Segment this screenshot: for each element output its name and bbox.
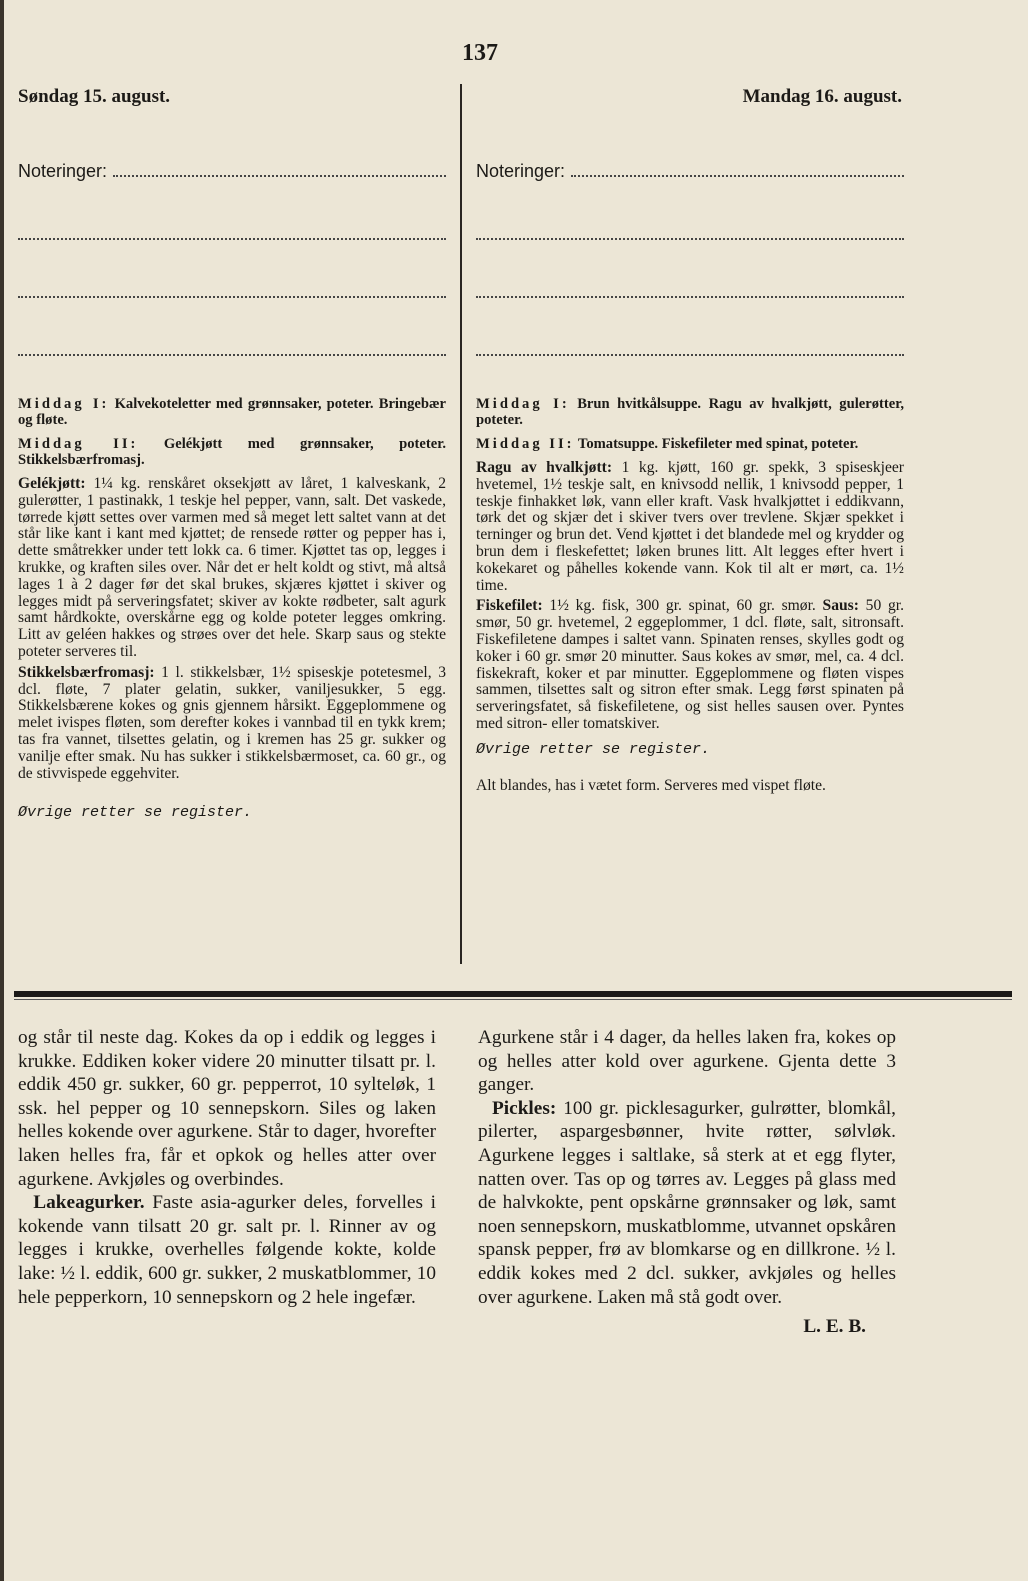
menu-middag-2: Middag II: Tomatsuppe. Fiskefileter med spinat, poteter. <box>476 436 859 452</box>
recipe-gelekjott <box>18 476 446 661</box>
recipe-title: Stikkelsbærfromasj: <box>18 663 155 681</box>
register-note: Øvrige retter se register. <box>18 804 253 822</box>
signature: L. E. B. <box>803 1316 866 1338</box>
notes-dotted-line <box>18 352 446 356</box>
recipe-text: 50 gr. smør, 50 gr. hvetemel, 2 eggeplommer, 1 dcl. fløte, salt, sitronsaft. Fiskefiletene dampes i saltet vann. Spinaten renses, skylles godt og koker i 60 gr. smør 20 minutter. Saus kokes av smør, mel, ca. 4 dcl. fiskekraft, koker et par minutter. Eggeplommene og fløten vispes sammen, tilsettes salt og sitron efter smak. Legg først spinaten på serveringsfatet, så fiskefiletene, og sist helles sausen over. Pyntes med sitron- eller tomatskiver. <box>476 597 904 732</box>
recipe-text: 100 gr. picklesagurker, gulrøtter, blomkål, pilerter, aspargesbønner, hvite røtter, sølvløk. Agurkene legges i saltlake, så sterk at et egg flyter, natten over. Tas op og tørres av. Legges på glass med de halvkokte, pent opskårne grønnsaker og løk, samt noen sennepskorn, muskatblomme, utvannet opskåren spansk pepper, frø av blomkarse og en dillkrone. ½ l. eddik kokes med 2 dcl. sukker, avkjøles og helles over agurkene. Laken må stå godt over. <box>478 1097 896 1308</box>
recipe-text: 1 l. stikkelsbær, 1½ spiseskje potetesmel, 3 dcl. fløte, 7 plater gelatin, sukker, vaniljesukker, 5 egg. Stikkelsbærene kokes og gnis gjennem hårsikt. Eggeplommene og melet ivispes fløten, som derefter kokes i vannbad til en tykk krem; tas fra vannet, tilsettes gelatin, og i kremen has 25 gr. sukker og vanilje efter smak. Nu has sukker i stikkelsbærmoset, ca. 60 gr., og de stivvispede eggehviter. <box>18 663 446 782</box>
bottom-left-text <box>18 1026 436 1309</box>
recipe-title: Fiskefilet: <box>476 597 543 615</box>
recipe-text: Faste asia-agurker deles, forvelles i kokende vann tilsatt 20 gr. salt pr. l. Rinner av og legges i krukke, overhelles følgende kokte, kolde lake: ½ l. eddik, 600 gr. sukker, 2 muskatblommer, 10 hele pepperkorn, 10 sennepskorn og 2 hele ingefær. <box>18 1192 436 1308</box>
register-note: Øvrige retter se register. <box>476 740 711 758</box>
recipe-lakeagurker <box>18 1191 436 1309</box>
notes-dotted-line <box>113 175 446 177</box>
day-heading-sunday: Søndag 15. august. <box>18 86 171 107</box>
menu-middag-2: Middag II: Gelékjøtt med grønnsaker, poteter. Stikkelsbærfromasj. <box>18 436 446 468</box>
notes-dotted-line <box>476 236 904 240</box>
notes-dotted-line <box>476 352 904 356</box>
notes-dotted-line <box>18 294 446 298</box>
recipe-pickles <box>478 1097 896 1309</box>
page-number: 137 <box>462 40 498 66</box>
paragraph: Agurkene står i 4 dager, da helles laken fra, kokes op og helles atter kold over agurkene. Gjenta dette 3 ganger. <box>478 1027 896 1096</box>
recipe-subtitle: Saus: <box>822 597 859 615</box>
left-column <box>18 86 446 821</box>
page-edge <box>0 0 4 1581</box>
bottom-right-text <box>478 1026 896 1339</box>
section-divider <box>14 991 1012 997</box>
recipe-title: Gelékjøtt: <box>18 475 86 492</box>
day-heading-monday: Mandag 16. august. <box>742 86 902 107</box>
notes-field[interactable] <box>476 160 904 182</box>
menu-middag-1: Middag I: Brun hvitkålsuppe. Ragu av hvalkjøtt, gulerøtter, poteter. <box>476 396 904 428</box>
menu-middag-1: Middag I: Kalvekoteletter med grønnsaker, poteter. Bringebær og fløte. <box>18 396 447 428</box>
column-divider <box>460 84 462 964</box>
notes-dotted-line <box>476 294 904 298</box>
recipe-fiskefilet <box>476 598 904 732</box>
recipe-stikkelsbaerfromasj <box>18 665 446 783</box>
section-divider-thin <box>14 999 1012 1000</box>
recipe-title: Lakeagurker. <box>33 1192 145 1214</box>
extra-note: Alt blandes, has i vætet form. Serveres med vispet fløte. <box>476 776 826 794</box>
recipe-title: Ragu av hvalkjøtt: <box>476 459 613 476</box>
menu-block <box>18 396 446 468</box>
right-column <box>476 86 904 795</box>
recipe-text: 1¼ kg. renskåret oksekjøtt av låret, 1 kalveskank, 2 gulerøtter, 1 pastinakk, 1 teskje hel pepper, vann, salt. Det vaskede, tørrede kjøtt settes over varmen med så meget lett saltet vann at det står like kant i kant med kjøttet; de rensede røtter og pepper has i, dette småtrekker under tett lokk ca. 6 timer. Kjøttet tas op, legges i krukke, og kraften siles over. Når det er helt koldt og stivt, må altså lages 1 à 2 dager før det skal brukes, skjæres kjøttet i skiver og legges midt på serveringsfatet; skiver av kokte rødbeter, salt agurk samt hårdkokte, overskårne egg og kolde poteter legges omkring. Litt av geléen hakkes og strøes over det hele. Skarp saus og stekte poteter serveres til. <box>18 475 447 660</box>
notes-dotted-line <box>571 175 904 177</box>
menu-block <box>476 396 904 452</box>
recipe-text: 1½ kg. fisk, 300 gr. spinat, 60 gr. smør. <box>549 597 816 615</box>
notes-field[interactable] <box>18 160 446 182</box>
recipe-ragu-hvalkjott <box>476 460 904 594</box>
paragraph: og står til neste dag. Kokes da op i eddik og legges i krukke. Eddiken koker videre 20 minutter tilsatt pr. l. eddik 450 gr. sukker, 60 gr. pepperrot, 10 syltеløk, 1 ssk. hel pepper og 10 sennepskorn. Siles og laken helles kokende over agurkene. Står to dager, hvorefter laken helles fra, får et opkok og helles atter over agurkene. Avkjøles og overbindes. <box>18 1027 436 1190</box>
recipe-text: 1 kg. kjøtt, 160 gr. spekk, 3 spiseskjeer hvetemel, 1½ teskje salt, en knivsodd nellik, 1 knivsodd pepper, 1 teskje finhakket løk, vann eller kraft. Vask hvalkjøttet i eddikvann, tørk det og skjær det i skiver tvers over trevlene. Skjær spekket i terninger og brun det. Vend kjøttet i det blandede mel og krydder og brun dem i fleskefettet; løken brunes litt. Alt legges efter hvert i kokekaret og påhelles kokende vann. Kok til alt er mørt, ca. 1½ time. <box>476 459 905 594</box>
recipe-title: Pickles: <box>492 1097 557 1119</box>
notes-label: Noteringer: <box>476 161 566 181</box>
notes-dotted-line <box>18 236 446 240</box>
notes-label: Noteringer: <box>18 161 108 181</box>
